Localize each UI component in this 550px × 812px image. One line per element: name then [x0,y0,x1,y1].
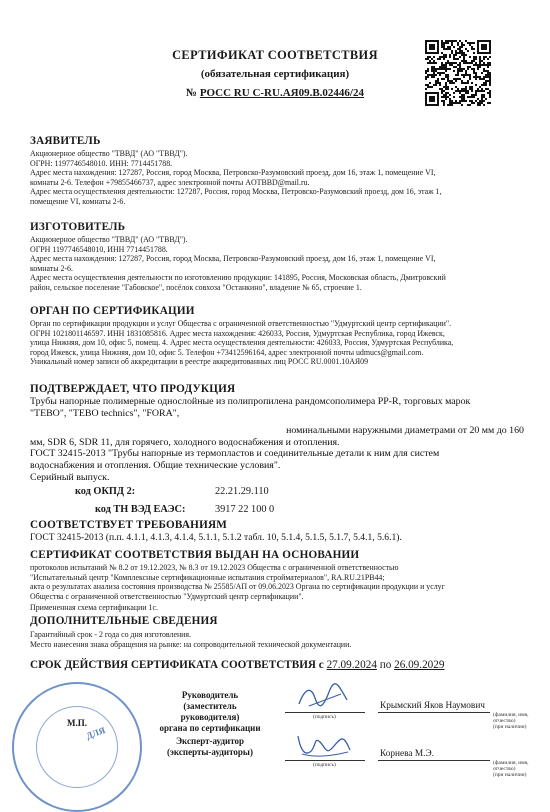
cert-body-heading: ОРГАН ПО СЕРТИФИКАЦИИ [30,305,195,317]
manufacturer-details [30,235,524,293]
requirements-text: ГОСТ 32415-2013 (п.п. 4.1.1, 4.1.3, 4.1.4, 5.1.1, 5.1.2 табл. 10, 5.1.4, 5.1.5, 5.1.7, 5.4.1, 5.6.1). [30,532,402,543]
validity-label: СРОК ДЕЙСТВИЯ СЕРТИФИКАТА СООТВЕТСТВИЯ с [30,659,324,671]
basis-line: акта о результатах анализа состояния производства № 25585/АП от 09.06.2023 Органа по сертификации продукции и услуг [30,582,445,592]
product-line: номинальными наружными диаметрами от 20 мм до 160 [286,425,524,437]
name-caption-line: (фамилия, имя, отчество) [493,760,529,772]
head-label-line: (заместитель руководителя) [180,701,240,722]
additional-line: Гарантийный срок - 2 года со дня изготовления. [30,630,191,639]
cert-body-line: улица Нижняя, дом 10, офис 5, помещ. 4. Адрес места осуществления деятельности: 426033, Россия, Удмуртская Республика, [30,338,454,348]
basis-line: протоколов испытаний № 8.2 от 19.12.2023, № 8.3 от 19.12.2023 Общества с ограниченной ответственностью [30,563,399,572]
product-line: ГОСТ 32415-2013 "Трубы напорные из термопластов и соединительные детали к ним для систем [30,448,440,460]
expert-signature-label [155,736,265,758]
manufacturer-line: Адрес места осуществления деятельности по изготовлению продукции: 141895, Россия, Московская область, Дмитровский [30,273,446,283]
applicant-line: комнаты 2-6. Телефон +79855466737, адрес электронной почты AOTBBD@mail.ru. [30,177,310,187]
expert-sign-line [285,760,365,761]
expert-name-caption [493,760,550,778]
product-line: водоснабжения и отопления. Общие технические условия". [30,459,281,471]
expert-sign-caption: (подпись) [313,762,336,768]
okpd-value: 22.21.29.110 [215,486,269,497]
validity-from: 27.09.2024 [326,659,377,671]
product-line: мм, SDR 6, SDR 11, для горячего, холодного водоснабжения и отопления. [30,436,340,448]
applicant-details [30,149,524,207]
head-name-caption [493,712,550,730]
manufacturer-line: Акционерное общество "ТВВД" (АО "ТВВД"). [30,235,188,244]
head-sign-caption: (подпись) [313,714,336,720]
head-name: Крымский Яков Наумович [380,701,485,711]
head-name-line [378,712,490,713]
product-heading: ПОДТВЕРЖДАЕТ, ЧТО ПРОДУКЦИЯ [30,383,236,395]
product-description [30,396,524,483]
expert-label-line: Эксперт-аудитор [175,736,245,746]
cert-body-details [30,319,524,367]
product-line: "TEBO", "TEBO technics", "FORA", [30,407,180,419]
name-caption-line: (при наличии) [493,724,527,730]
cert-body-line: Уникальный номер записи об аккредитации в реестре аккредитованных лиц РОСС RU.0001.10АЯ09 [30,357,369,367]
applicant-line: Адрес места осуществления деятельности: 127287, Россия, город Москва, Петровско-Разумовский проезд, дом 16, этаж 1, [30,187,442,197]
validity-to-label: по [379,659,392,671]
head-signature-label [155,690,265,734]
applicant-line: Адрес места нахождения: 127287, Россия, город Москва, Петровско-Разумовский проезд, дом 16, этаж 1, помещение VI, [30,168,436,178]
manufacturer-heading: ИЗГОТОВИТЕЛЬ [30,221,126,233]
number-value: РОСС RU С-RU.АЯ09.В.02446/24 [199,87,364,99]
manufacturer-line: район, сельское поселение "Габовское", посёлок совхоза "Останкино", владение № 65, строение 1. [30,282,362,292]
additional-heading: ДОПОЛНИТЕЛЬНЫЕ СВЕДЕНИЯ [30,615,218,627]
manufacturer-line: комнаты 2-6. [30,263,73,273]
applicant-line: ОГРН: 1197746548010. ИНН: 7714451788. [30,158,173,168]
certificate-title: СЕРТИФИКАТ СООТВЕТСТВИЯ [172,48,378,62]
applicant-line: помещение VI, комнаты 2-6. [30,196,126,206]
qr-code-icon [425,40,491,106]
basis-line: Примененная схема сертификации 1с. [30,603,158,613]
tnved-value: 3917 22 100 0 [215,504,275,515]
applicant-heading: ЗАЯВИТЕЛЬ [30,135,101,147]
cert-body-line: Орган по сертификации продукции и услуг Общества с ограниченной ответственностью "Удмуртский центр сертификации". [30,319,452,328]
okpd-label: код ОКПД 2: [75,486,136,497]
manufacturer-line: Адрес места нахождения: 127287, Россия, город Москва, Петровско-Разумовский проезд, дом 16, этаж 1, помещение VI, [30,254,436,264]
basis-details [30,563,524,613]
stamp-text: ДЛЯ [84,724,107,742]
certificate-subtitle: (обязательная сертификация) [200,68,350,80]
head-sign-line [285,712,365,713]
tnved-label: код ТН ВЭД ЕАЭС: [95,504,186,515]
requirements-heading: СООТВЕТСТВУЕТ ТРЕБОВАНИЯМ [30,519,228,531]
number-prefix: № [186,87,198,99]
expert-name: Корнева М.Э. [380,749,434,759]
expert-signature-icon [292,728,354,762]
applicant-line: Акционерное общество "ТВВД" (АО "ТВВД"). [30,149,188,158]
name-caption-line: (при наличии) [493,772,527,778]
name-caption-line: (фамилия, имя, отчество) [493,712,529,724]
additional-line: Место нанесения знака обращения на рынке: на сопроводительной технической документации. [30,639,352,649]
cert-body-line: город Ижевск, улица Нижняя, дом 10, офис 5. Телефон +73412596164, адрес электронной почты udmucs@gmail.com. [30,347,424,357]
product-line: Трубы напорные полимерные однослойные из полипропилена рандомсополимера PP-R, торговых марок [30,396,471,407]
manufacturer-line: ОГРН 1197746548010, ИНН 7714451788. [30,244,168,254]
basis-line: "Испытательный центр "Комплексные сертификационные испытания стройматериалов", RA.RU.21PB44; [30,572,385,582]
validity-line [30,659,444,671]
mp-label: М.П. [67,718,87,728]
additional-details [30,630,524,649]
cert-body-line: ОГРН 1021801146597. ИНН 1831085816. Адрес места нахождения: 426033, Россия, Удмуртская Республика, город Ижевск, [30,328,445,338]
head-label-line: органа по сертификации [159,723,261,733]
expert-label-line: (эксперты-аудиторы) [167,747,253,757]
basis-line: Общества с ограниченной ответственностью "Удмуртский центр сертификации". [30,591,304,601]
basis-heading: СЕРТИФИКАТ СООТВЕТСТВИЯ ВЫДАН НА ОСНОВАНИИ [30,549,360,561]
validity-to: 26.09.2029 [394,659,445,671]
head-label-line: Руководитель [181,690,239,700]
head-signature-icon [295,682,355,712]
expert-name-line [378,760,490,761]
product-line: Серийный выпуск. [30,471,110,483]
